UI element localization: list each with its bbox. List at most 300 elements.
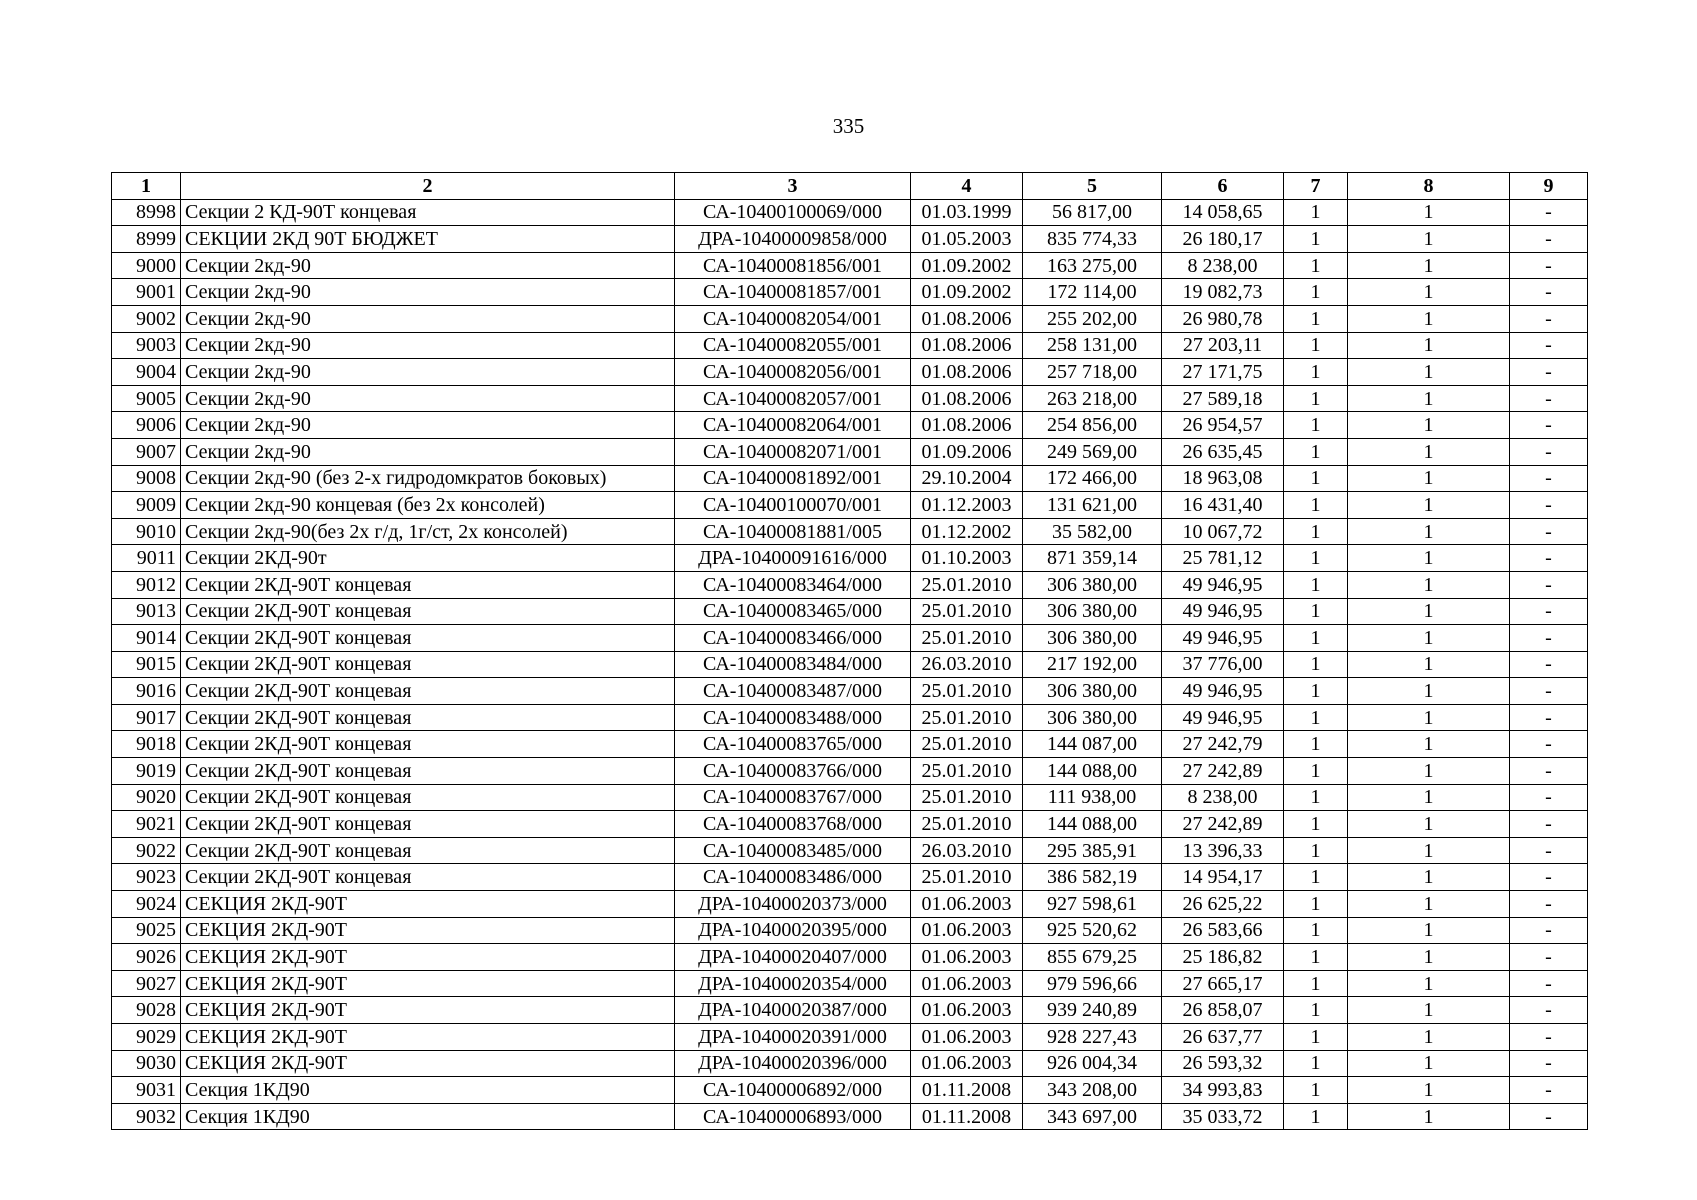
table-cell-col-4: 29.10.2004: [911, 465, 1023, 492]
table-cell-col-1: 9026: [112, 944, 181, 971]
table-cell-col-5: 172 114,00: [1023, 279, 1162, 306]
table-cell-col-3: СА-10400082064/001: [675, 412, 911, 439]
table-cell-col-5: 343 208,00: [1023, 1077, 1162, 1104]
table-cell-col-8: 1: [1348, 864, 1510, 891]
table-cell-col-8: 1: [1348, 731, 1510, 758]
table-cell-col-5: 306 380,00: [1023, 598, 1162, 625]
table-row: [112, 252, 1588, 279]
table-cell-col-2: Секции 2кд-90: [181, 305, 675, 332]
table-cell-col-2: Секции 2КД-90Т концевая: [181, 837, 675, 864]
table-cell-col-4: 26.03.2010: [911, 651, 1023, 678]
table-cell-col-6: 27 203,11: [1162, 332, 1284, 359]
table-cell-col-4: 01.10.2003: [911, 545, 1023, 572]
table-cell-col-7: 1: [1284, 704, 1348, 731]
table-cell-col-2: Секция 1КД90: [181, 1077, 675, 1104]
table-cell-col-7: 1: [1284, 678, 1348, 705]
table-cell-col-6: 26 180,17: [1162, 226, 1284, 253]
table-cell-col-3: СА-10400082054/001: [675, 305, 911, 332]
table-cell-col-8: 1: [1348, 385, 1510, 412]
table-cell-col-7: 1: [1284, 438, 1348, 465]
table-cell-col-5: 258 131,00: [1023, 332, 1162, 359]
table-cell-col-5: 255 202,00: [1023, 305, 1162, 332]
table-cell-col-1: 9023: [112, 864, 181, 891]
table-cell-col-5: 928 227,43: [1023, 1024, 1162, 1051]
table-row: [112, 545, 1588, 572]
table-cell-col-5: 386 582,19: [1023, 864, 1162, 891]
table-cell-col-9: -: [1510, 438, 1588, 465]
table-cell-col-8: 1: [1348, 492, 1510, 519]
table-cell-col-9: -: [1510, 784, 1588, 811]
table-cell-col-9: -: [1510, 412, 1588, 439]
table-cell-col-9: -: [1510, 917, 1588, 944]
table-cell-col-6: 26 858,07: [1162, 997, 1284, 1024]
table-cell-col-2: СЕКЦИЯ 2КД-90Т: [181, 1050, 675, 1077]
table-cell-col-2: Секции 2КД-90Т концевая: [181, 758, 675, 785]
table-cell-col-8: 1: [1348, 625, 1510, 652]
table-cell-col-3: СА-10400083766/000: [675, 758, 911, 785]
table-cell-col-8: 1: [1348, 970, 1510, 997]
table-cell-col-9: -: [1510, 518, 1588, 545]
table-cell-col-8: 1: [1348, 891, 1510, 918]
table-cell-col-9: -: [1510, 332, 1588, 359]
table-cell-col-4: 25.01.2010: [911, 758, 1023, 785]
table-cell-col-3: СА-10400100070/001: [675, 492, 911, 519]
table-cell-col-5: 925 520,62: [1023, 917, 1162, 944]
table-cell-col-4: 25.01.2010: [911, 678, 1023, 705]
table-cell-col-1: 9019: [112, 758, 181, 785]
table-row: [112, 678, 1588, 705]
table-cell-col-1: 9017: [112, 704, 181, 731]
table-cell-col-8: 1: [1348, 651, 1510, 678]
table-row: [112, 1050, 1588, 1077]
table-cell-col-6: 49 946,95: [1162, 571, 1284, 598]
table-row: [112, 571, 1588, 598]
table-cell-col-1: 9027: [112, 970, 181, 997]
table-cell-col-5: 131 621,00: [1023, 492, 1162, 519]
table-cell-col-1: 8998: [112, 199, 181, 226]
table-cell-col-5: 939 240,89: [1023, 997, 1162, 1024]
table-cell-col-6: 49 946,95: [1162, 625, 1284, 652]
table-row: [112, 279, 1588, 306]
table-cell-col-7: 1: [1284, 385, 1348, 412]
table-cell-col-3: СА-10400006893/000: [675, 1103, 911, 1130]
table-cell-col-4: 01.06.2003: [911, 891, 1023, 918]
table-cell-col-5: 871 359,14: [1023, 545, 1162, 572]
table-cell-col-4: 01.12.2002: [911, 518, 1023, 545]
table-cell-col-9: -: [1510, 226, 1588, 253]
table-cell-col-3: СА-10400083488/000: [675, 704, 911, 731]
table-cell-col-9: -: [1510, 970, 1588, 997]
table-cell-col-6: 26 583,66: [1162, 917, 1284, 944]
table-cell-col-9: -: [1510, 465, 1588, 492]
table-cell-col-2: Секции 2КД-90Т концевая: [181, 704, 675, 731]
table-cell-col-6: 14 954,17: [1162, 864, 1284, 891]
table-cell-col-1: 9030: [112, 1050, 181, 1077]
table-cell-col-3: ДРА-10400020395/000: [675, 917, 911, 944]
table-cell-col-7: 1: [1284, 758, 1348, 785]
table-cell-col-5: 306 380,00: [1023, 571, 1162, 598]
table-row: [112, 518, 1588, 545]
table-row: [112, 731, 1588, 758]
table-cell-col-8: 1: [1348, 226, 1510, 253]
table-cell-col-9: -: [1510, 1024, 1588, 1051]
table-cell-col-7: 1: [1284, 944, 1348, 971]
table-cell-col-8: 1: [1348, 811, 1510, 838]
table-cell-col-7: 1: [1284, 518, 1348, 545]
table-cell-col-5: 35 582,00: [1023, 518, 1162, 545]
table-cell-col-5: 56 817,00: [1023, 199, 1162, 226]
table-cell-col-1: 9028: [112, 997, 181, 1024]
page-number: 335: [832, 114, 865, 138]
table-cell-col-1: 9022: [112, 837, 181, 864]
table-cell-col-5: 257 718,00: [1023, 359, 1162, 386]
table-cell-col-3: СА-10400081892/001: [675, 465, 911, 492]
column-header-8: 8: [1348, 173, 1510, 200]
table-cell-col-7: 1: [1284, 864, 1348, 891]
table-cell-col-4: 01.08.2006: [911, 332, 1023, 359]
table-row: [112, 891, 1588, 918]
table-cell-col-3: СА-10400083485/000: [675, 837, 911, 864]
column-header-5: 5: [1023, 173, 1162, 200]
table-cell-col-6: 25 186,82: [1162, 944, 1284, 971]
table-cell-col-4: 01.06.2003: [911, 1050, 1023, 1077]
table-cell-col-4: 01.03.1999: [911, 199, 1023, 226]
table-cell-col-6: 14 058,65: [1162, 199, 1284, 226]
table-cell-col-5: 263 218,00: [1023, 385, 1162, 412]
table-row: [112, 1077, 1588, 1104]
table-row: [112, 811, 1588, 838]
table-cell-col-4: 01.06.2003: [911, 917, 1023, 944]
column-header-1: 1: [112, 173, 181, 200]
table-cell-col-2: Секции 2КД-90Т концевая: [181, 731, 675, 758]
table-cell-col-7: 1: [1284, 465, 1348, 492]
table-cell-col-7: 1: [1284, 598, 1348, 625]
table-cell-col-6: 26 593,32: [1162, 1050, 1284, 1077]
table-cell-col-7: 1: [1284, 492, 1348, 519]
table-row: [112, 226, 1588, 253]
table-cell-col-9: -: [1510, 625, 1588, 652]
table-cell-col-1: 9021: [112, 811, 181, 838]
table-cell-col-6: 26 954,57: [1162, 412, 1284, 439]
table-cell-col-6: 34 993,83: [1162, 1077, 1284, 1104]
table-cell-col-7: 1: [1284, 891, 1348, 918]
table-cell-col-2: СЕКЦИИ 2КД 90Т БЮДЖЕТ: [181, 226, 675, 253]
table-cell-col-9: -: [1510, 811, 1588, 838]
table-cell-col-9: -: [1510, 1050, 1588, 1077]
table-cell-col-6: 8 238,00: [1162, 784, 1284, 811]
table-cell-col-1: 9001: [112, 279, 181, 306]
table-cell-col-7: 1: [1284, 332, 1348, 359]
table-cell-col-4: 25.01.2010: [911, 598, 1023, 625]
table-cell-col-2: Секции 2кд-90 (без 2-х гидродомкратов боковых): [181, 465, 675, 492]
table-cell-col-4: 01.09.2002: [911, 279, 1023, 306]
table-cell-col-7: 1: [1284, 545, 1348, 572]
table-row: [112, 651, 1588, 678]
table-cell-col-6: 16 431,40: [1162, 492, 1284, 519]
table-cell-col-4: 01.06.2003: [911, 944, 1023, 971]
table-cell-col-3: СА-10400100069/000: [675, 199, 911, 226]
table-cell-col-5: 111 938,00: [1023, 784, 1162, 811]
table-cell-col-6: 8 238,00: [1162, 252, 1284, 279]
table-cell-col-7: 1: [1284, 412, 1348, 439]
table-cell-col-5: 306 380,00: [1023, 678, 1162, 705]
table-cell-col-4: 01.08.2006: [911, 412, 1023, 439]
table-cell-col-2: Секции 2кд-90 концевая (без 2х консолей): [181, 492, 675, 519]
table-cell-col-3: СА-10400082056/001: [675, 359, 911, 386]
table-cell-col-5: 295 385,91: [1023, 837, 1162, 864]
table-cell-col-8: 1: [1348, 837, 1510, 864]
table-cell-col-1: 9008: [112, 465, 181, 492]
table-cell-col-5: 217 192,00: [1023, 651, 1162, 678]
table-row: [112, 864, 1588, 891]
table-cell-col-9: -: [1510, 651, 1588, 678]
table-cell-col-9: -: [1510, 997, 1588, 1024]
table-cell-col-3: ДРА-10400020354/000: [675, 970, 911, 997]
table-cell-col-4: 01.06.2003: [911, 1024, 1023, 1051]
table-cell-col-4: 01.05.2003: [911, 226, 1023, 253]
table-cell-col-8: 1: [1348, 1103, 1510, 1130]
table-cell-col-8: 1: [1348, 252, 1510, 279]
table-cell-col-8: 1: [1348, 359, 1510, 386]
table-cell-col-4: 25.01.2010: [911, 784, 1023, 811]
table-cell-col-1: 9011: [112, 545, 181, 572]
table-cell-col-2: Секции 2КД-90Т концевая: [181, 784, 675, 811]
table-cell-col-1: 9018: [112, 731, 181, 758]
table-cell-col-3: СА-10400083466/000: [675, 625, 911, 652]
table-cell-col-6: 27 665,17: [1162, 970, 1284, 997]
table-cell-col-9: -: [1510, 199, 1588, 226]
table-cell-col-7: 1: [1284, 1050, 1348, 1077]
table-cell-col-3: СА-10400081881/005: [675, 518, 911, 545]
table-cell-col-8: 1: [1348, 917, 1510, 944]
table-row: [112, 625, 1588, 652]
table-cell-col-9: -: [1510, 864, 1588, 891]
table-cell-col-5: 343 697,00: [1023, 1103, 1162, 1130]
table-cell-col-8: 1: [1348, 997, 1510, 1024]
table-cell-col-5: 249 569,00: [1023, 438, 1162, 465]
table-cell-col-8: 1: [1348, 518, 1510, 545]
table-cell-col-2: Секции 2кд-90: [181, 332, 675, 359]
table-cell-col-1: 9002: [112, 305, 181, 332]
table-cell-col-2: Секции 2 КД-90Т концевая: [181, 199, 675, 226]
table-cell-col-6: 27 589,18: [1162, 385, 1284, 412]
table-cell-col-6: 13 396,33: [1162, 837, 1284, 864]
table-cell-col-2: Секции 2кд-90: [181, 279, 675, 306]
table-cell-col-5: 306 380,00: [1023, 704, 1162, 731]
table-header: [112, 173, 1588, 200]
table-cell-col-8: 1: [1348, 465, 1510, 492]
table-cell-col-7: 1: [1284, 1024, 1348, 1051]
table-cell-col-3: СА-10400083767/000: [675, 784, 911, 811]
table-cell-col-7: 1: [1284, 305, 1348, 332]
table-row: [112, 438, 1588, 465]
table-cell-col-8: 1: [1348, 1050, 1510, 1077]
table-cell-col-1: 9013: [112, 598, 181, 625]
table-cell-col-2: СЕКЦИЯ 2КД-90Т: [181, 1024, 675, 1051]
table-row: [112, 997, 1588, 1024]
table-cell-col-1: 9010: [112, 518, 181, 545]
table-cell-col-9: -: [1510, 545, 1588, 572]
table-cell-col-5: 144 088,00: [1023, 758, 1162, 785]
table-cell-col-1: 9004: [112, 359, 181, 386]
table-cell-col-1: 9029: [112, 1024, 181, 1051]
table-cell-col-4: 01.12.2003: [911, 492, 1023, 519]
table-cell-col-9: -: [1510, 1103, 1588, 1130]
table-cell-col-1: 9024: [112, 891, 181, 918]
table-cell-col-8: 1: [1348, 784, 1510, 811]
table-cell-col-3: СА-10400083465/000: [675, 598, 911, 625]
table-row: [112, 704, 1588, 731]
table-cell-col-1: 8999: [112, 226, 181, 253]
table-cell-col-2: СЕКЦИЯ 2КД-90Т: [181, 970, 675, 997]
table-cell-col-3: ДРА-10400020373/000: [675, 891, 911, 918]
table-cell-col-8: 1: [1348, 704, 1510, 731]
table-cell-col-1: 9012: [112, 571, 181, 598]
table-cell-col-6: 19 082,73: [1162, 279, 1284, 306]
table-cell-col-5: 926 004,34: [1023, 1050, 1162, 1077]
table-cell-col-5: 163 275,00: [1023, 252, 1162, 279]
table-cell-col-1: 9007: [112, 438, 181, 465]
table-cell-col-3: ДРА-10400020387/000: [675, 997, 911, 1024]
column-header-9: 9: [1510, 173, 1588, 200]
table-cell-col-5: 927 598,61: [1023, 891, 1162, 918]
table-cell-col-8: 1: [1348, 332, 1510, 359]
table-cell-col-1: 9032: [112, 1103, 181, 1130]
table-row: [112, 837, 1588, 864]
table-cell-col-8: 1: [1348, 545, 1510, 572]
table-cell-col-8: 1: [1348, 412, 1510, 439]
table-cell-col-7: 1: [1284, 252, 1348, 279]
table-cell-col-6: 35 033,72: [1162, 1103, 1284, 1130]
table-cell-col-2: Секции 2КД-90Т концевая: [181, 571, 675, 598]
table-cell-col-1: 9000: [112, 252, 181, 279]
table-cell-col-4: 01.11.2008: [911, 1103, 1023, 1130]
table-cell-col-4: 25.01.2010: [911, 625, 1023, 652]
table-cell-col-3: СА-10400082055/001: [675, 332, 911, 359]
column-header-4: 4: [911, 173, 1023, 200]
table-cell-col-3: СА-10400082071/001: [675, 438, 911, 465]
table-cell-col-3: ДРА-10400020391/000: [675, 1024, 911, 1051]
table-cell-col-4: 25.01.2010: [911, 811, 1023, 838]
table-cell-col-6: 26 637,77: [1162, 1024, 1284, 1051]
table-cell-col-2: Секции 2КД-90Т концевая: [181, 625, 675, 652]
table-cell-col-9: -: [1510, 758, 1588, 785]
table-cell-col-3: СА-10400083768/000: [675, 811, 911, 838]
table-cell-col-3: СА-10400081857/001: [675, 279, 911, 306]
table-cell-col-6: 27 242,89: [1162, 811, 1284, 838]
table-cell-col-2: Секции 2КД-90Т концевая: [181, 864, 675, 891]
table-cell-col-6: 26 625,22: [1162, 891, 1284, 918]
table-cell-col-2: Секции 2кд-90(без 2х г/д, 1г/ст, 2х консолей): [181, 518, 675, 545]
table-cell-col-6: 18 963,08: [1162, 465, 1284, 492]
table-row: [112, 598, 1588, 625]
table-cell-col-6: 49 946,95: [1162, 598, 1284, 625]
table-cell-col-9: -: [1510, 492, 1588, 519]
table-cell-col-3: СА-10400083484/000: [675, 651, 911, 678]
table-cell-col-9: -: [1510, 571, 1588, 598]
table-cell-col-3: ДРА-10400009858/000: [675, 226, 911, 253]
table-cell-col-3: СА-10400083765/000: [675, 731, 911, 758]
table-cell-col-3: СА-10400083486/000: [675, 864, 911, 891]
table-cell-col-4: 01.08.2006: [911, 359, 1023, 386]
table-cell-col-8: 1: [1348, 1024, 1510, 1051]
table-cell-col-8: 1: [1348, 571, 1510, 598]
table-row: [112, 758, 1588, 785]
table-row: [112, 917, 1588, 944]
table-cell-col-5: 835 774,33: [1023, 226, 1162, 253]
table-cell-col-5: 306 380,00: [1023, 625, 1162, 652]
table-cell-col-4: 01.11.2008: [911, 1077, 1023, 1104]
table-cell-col-4: 01.06.2003: [911, 997, 1023, 1024]
table-cell-col-9: -: [1510, 252, 1588, 279]
table-cell-col-3: СА-10400083464/000: [675, 571, 911, 598]
table-cell-col-2: Секции 2кд-90: [181, 252, 675, 279]
table-cell-col-2: СЕКЦИЯ 2КД-90Т: [181, 917, 675, 944]
table-cell-col-6: 26 635,45: [1162, 438, 1284, 465]
table-row: [112, 412, 1588, 439]
table-cell-col-2: Секции 2кд-90: [181, 438, 675, 465]
table-row: [112, 492, 1588, 519]
column-header-2: 2: [181, 173, 675, 200]
table-cell-col-2: Секции 2КД-90Т концевая: [181, 598, 675, 625]
table-cell-col-2: СЕКЦИЯ 2КД-90Т: [181, 997, 675, 1024]
table-cell-col-4: 01.09.2002: [911, 252, 1023, 279]
table-cell-col-5: 855 679,25: [1023, 944, 1162, 971]
table-cell-col-8: 1: [1348, 199, 1510, 226]
table-cell-col-4: 01.08.2006: [911, 385, 1023, 412]
table-cell-col-9: -: [1510, 837, 1588, 864]
table-cell-col-9: -: [1510, 305, 1588, 332]
table-cell-col-2: СЕКЦИЯ 2КД-90Т: [181, 944, 675, 971]
table-cell-col-8: 1: [1348, 438, 1510, 465]
table-cell-col-7: 1: [1284, 226, 1348, 253]
column-header-3: 3: [675, 173, 911, 200]
table-cell-col-9: -: [1510, 704, 1588, 731]
asset-register-table: [111, 172, 1588, 1130]
table-cell-col-5: 254 856,00: [1023, 412, 1162, 439]
table-cell-col-2: Секции 2КД-90Т концевая: [181, 678, 675, 705]
table-cell-col-8: 1: [1348, 598, 1510, 625]
header-row: [112, 173, 1588, 200]
table-cell-col-1: 9031: [112, 1077, 181, 1104]
table-cell-col-2: Секции 2кд-90: [181, 412, 675, 439]
table-body: [112, 199, 1588, 1130]
table-row: [112, 784, 1588, 811]
table-cell-col-8: 1: [1348, 944, 1510, 971]
table-cell-col-3: СА-10400081856/001: [675, 252, 911, 279]
table-cell-col-6: 27 171,75: [1162, 359, 1284, 386]
table-cell-col-8: 1: [1348, 279, 1510, 306]
table-cell-col-6: 37 776,00: [1162, 651, 1284, 678]
table-cell-col-6: 26 980,78: [1162, 305, 1284, 332]
table-cell-col-2: Секции 2КД-90Т концевая: [181, 651, 675, 678]
table-row: [112, 465, 1588, 492]
table-cell-col-1: 9025: [112, 917, 181, 944]
table-cell-col-4: 01.06.2003: [911, 970, 1023, 997]
table-cell-col-9: -: [1510, 1077, 1588, 1104]
table-cell-col-3: СА-10400082057/001: [675, 385, 911, 412]
table-row: [112, 1103, 1588, 1130]
table-cell-col-7: 1: [1284, 199, 1348, 226]
table-cell-col-4: 25.01.2010: [911, 864, 1023, 891]
table-cell-col-7: 1: [1284, 837, 1348, 864]
table-cell-col-7: 1: [1284, 279, 1348, 306]
table-cell-col-7: 1: [1284, 651, 1348, 678]
table-row: [112, 199, 1588, 226]
table-cell-col-2: СЕКЦИЯ 2КД-90Т: [181, 891, 675, 918]
table-cell-col-1: 9003: [112, 332, 181, 359]
table-cell-col-7: 1: [1284, 731, 1348, 758]
